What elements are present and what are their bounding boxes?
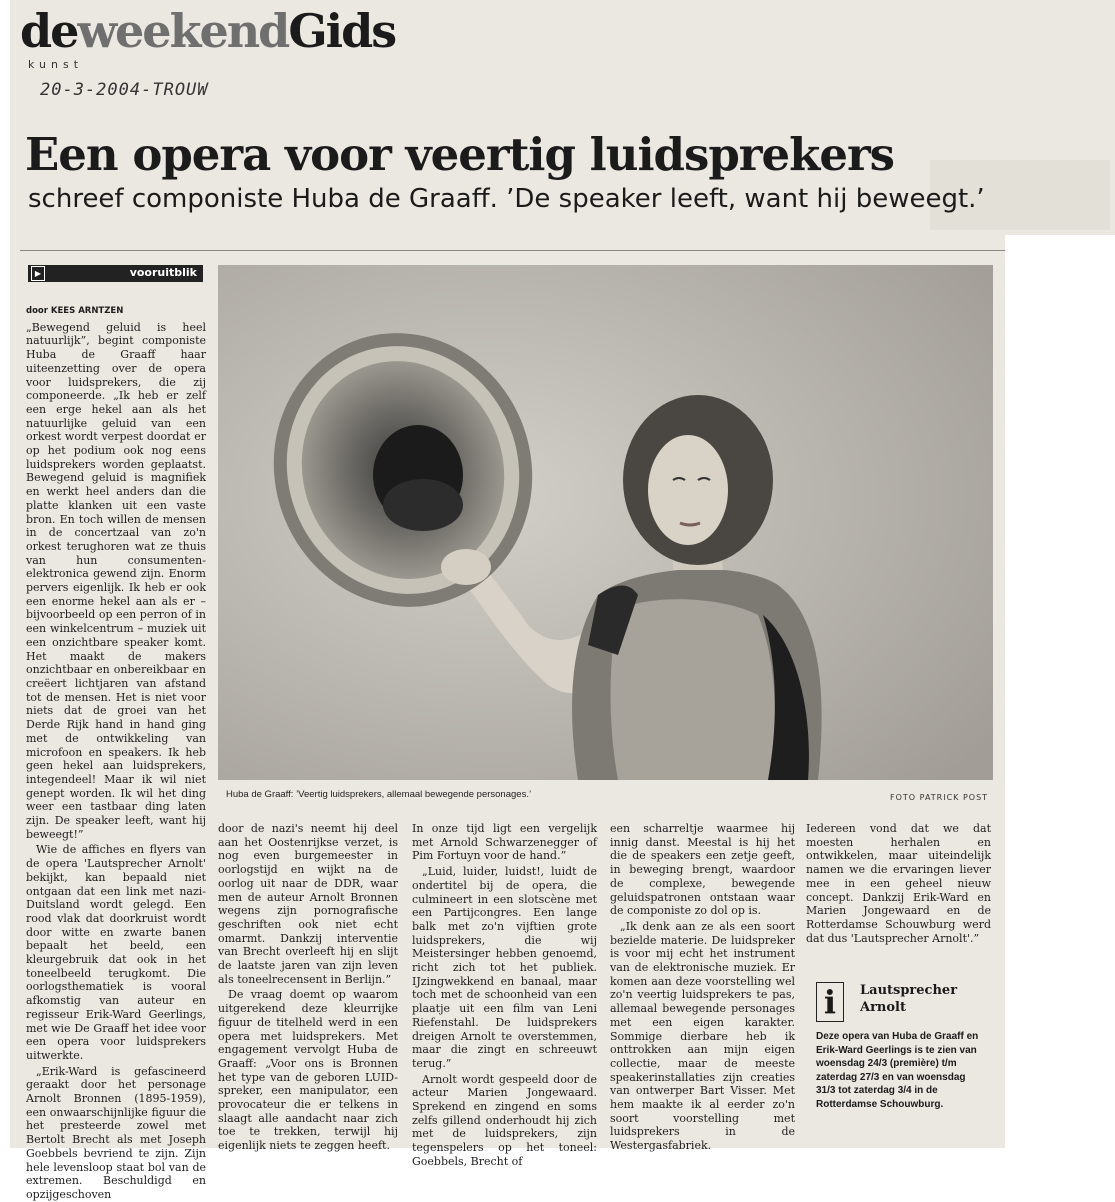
photo-huba-de-graaff [218, 265, 993, 780]
article-column-1 [26, 305, 206, 1201]
byline: door KEES ARNTZEN [26, 306, 124, 316]
paragraph: In onze tijd ligt een vergelijk met Arnold Schwarzenegger of Pim Fortuyn voor de hand.” [412, 822, 597, 863]
divider [20, 250, 1005, 251]
section-label: kunst [28, 58, 84, 71]
paragraph: Iedereen vond dat we dat moesten herhalen en ontwikkelen, maar uiteindelijk namen we die ervaringen liever mee in een geheel nieuw concept. Dankzij Erik-Ward en Marien Jongewaard en de Rotterdamse Schouwburg werd dat dus 'Lautsprecher Arnolt'.” [806, 822, 991, 945]
paragraph: „Luid, luider, luidst!, luidt de ondertitel bij de opera, die culmineert in een slotscène met een Partijcongres. Een lange balk met zo'n vijftien grote luidsprekers, die wij Meistersinger hebben genoemd, richt zich tot het publiek. IJzingwekkend en banaal, maar toch met de schoonheid van een plaatje uit een film van Leni Riefenstahl. De luidsprekers dreigen Arnolt te overstemmen, maar die zingt en schreeuwt terug.” [412, 865, 597, 1070]
article-column-2 [218, 822, 398, 1153]
paragraph: „Ik denk aan ze als een soort bezielde materie. De luidspreker is voor mij echt het instrument van de elektronische muziek. Er komen aan deze voorstelling wel zo'n veertig luidsprekers te pas, allemaal bewegende personages met een eigen karakter. Sommige dierbare heb ik onttrokken aan mijn eigen collectie, maar de meeste speakerinstallaties zijn creaties van ontwerper Bart Visser. Met hem maakte ik al eerder zo'n soort voorstelling met luidsprekers in de Westergasfabriek. [610, 919, 795, 1153]
article-column-3 [412, 822, 597, 1168]
info-title-line: Lautsprecher [860, 983, 958, 998]
masthead-de: de [20, 4, 78, 58]
photo-credit: FOTO PATRICK POST [890, 793, 989, 802]
handwritten-date: 20-3-2004-TROUW [40, 80, 209, 100]
paragraph: een scharreltje waarmee hij innig danst. Meestal is hij het die de speakers een zetje geeft, in beweging brengt, waardoor de complexe, bewegende geluidspatronen ontstaan waar de componiste zo dol op is. [610, 822, 795, 918]
play-icon: ▶ [31, 266, 45, 281]
paragraph: De vraag doemt op waarom uitgerekend deze kleurrijke figuur de titelheld werd in een opera met luidsprekers. Met engagement vervolgt Huba de Graaff: „Voor ons is Bronnen het type van de geboren LUID-spreker, een manipulator, een provocateur die er telkens in slaagt alle aandacht naar zich toe te trekken, terwijl hij eigenlijk niets te zeggen heeft. [218, 988, 398, 1153]
paragraph: „Bewegend geluid is heel natuurlijk”, begint componiste Huba de Graaff haar uiteenzetting over de opera voor luidsprekers, die zij componeerde. „Ik heb er zelf een erge hekel aan als het natuurlijke geluid van een orkest wordt verpest doordat er op het podium ook nog eens luidsprekers worden geplaatst. Bewegend geluid is magnifiek en werkt heel anders dan die platte klanken uit een vaste bron. En toch willen de mensen in de concertzaal van zo'n orkest terughoren wat ze thuis van hun consumenten-elektronica gewend zijn. Enorm pervers eigenlijk. Ik heb er ook een enorme hekel aan als er – bijvoorbeeld op een perron of in een winkelcentrum – muziek uit een onzichtbare speaker komt. Het maakt de makers onzichtbaar en onbereikbaar en creëert lichtjaren van afstand tot de mensen. Het is niet voor niets dat de groei van het Derde Rijk hand in hand ging met de ontwikkeling van microfoon en speakers. Ik heb geen hekel aan luidsprekers, integendeel! Maar ik wil niet genept worden. Ik wil het ding weer een tastbaar ding laten zijn. De speaker leeft, want hij beweegt!” [26, 320, 206, 841]
masthead-weekend: weekend [77, 4, 289, 58]
category-tag [28, 265, 203, 282]
info-icon: i [816, 982, 844, 1022]
info-title-line: Arnolt [860, 1000, 907, 1015]
info-box [812, 975, 984, 1130]
article-column-5 [806, 822, 991, 962]
category-tag-label: vooruitblik [129, 266, 197, 279]
photo-caption: Huba de Graaff: ’Veertig luidsprekers, allemaal bewegende personages.’ [226, 789, 532, 800]
paragraph: door de nazi's neemt hij deel aan het Oostenrijkse verzet, is nog even burgemeester in oorlogstijd en wijkt na de oorlog uit naar de DDR, waar men de auteur Arnolt Bronnen wegens zijn pornografische geschriften ook niet echt omarmt. Dankzij interventie van Brecht overleeft hij en slijt de laatste jaren van zijn leven als toneelrecensent in Berlijn.” [218, 822, 398, 986]
paragraph: Arnolt wordt gespeeld door de acteur Marien Jongewaard. Sprekend en zingend en soms zelfs gillend onderhoudt hij zich met de luidsprekers, zijn tegenspelers op het toneel: Goebbels, Brecht of [412, 1072, 597, 1168]
info-box-body: Deze opera van Huba de Graaff en Erik-Ward Geerlings is te zien van woensdag 24/3 (première) t/m zaterdag 27/3 en van woensdag 31/3 tot zaterdag 3/4 in de Rotterdamse Schouwburg. [816, 1031, 979, 1110]
paragraph: „Erik-Ward is gefascineerd geraakt door het personage Arnolt Bronnen (1895-1959), een onwaarschijnlijke figuur die het presteerde zowel met Bertolt Brecht als met Joseph Goebbels bevriend te zijn. Zijn hele levensloop staat bol van de extremen. Beschuldigd en opzijgeschoven [26, 1064, 206, 1201]
info-box-title [860, 982, 957, 1016]
subheadline: schreef componiste Huba de Graaff. ’De speaker leeft, want hij beweegt.’ [28, 184, 985, 214]
masthead-gids: Gids [288, 4, 396, 58]
paragraph: Wie de affiches en flyers van de opera 'Lautsprecher Arnolt' bekijkt, kan bepaald niet ontgaan dat een link met nazi-Duitsland wordt gelegd. Een rood vlak dat doorkruist wordt door witte en zwarte banen bepaalt het beeld, een kleurgebruik dat ook in het toneelbeeld terugkomt. Die oorlogsthematiek is vooral afkomstig van auteur en regisseur Erik-Ward Geerlings, met wie De Graaff het idee voor een opera voor luidsprekers uitwerkte. [26, 843, 206, 1062]
masthead [20, 4, 395, 58]
headline: Een opera voor veertig luidsprekers [25, 128, 894, 181]
article-photo [218, 265, 993, 780]
article-column-4 [610, 822, 795, 1153]
